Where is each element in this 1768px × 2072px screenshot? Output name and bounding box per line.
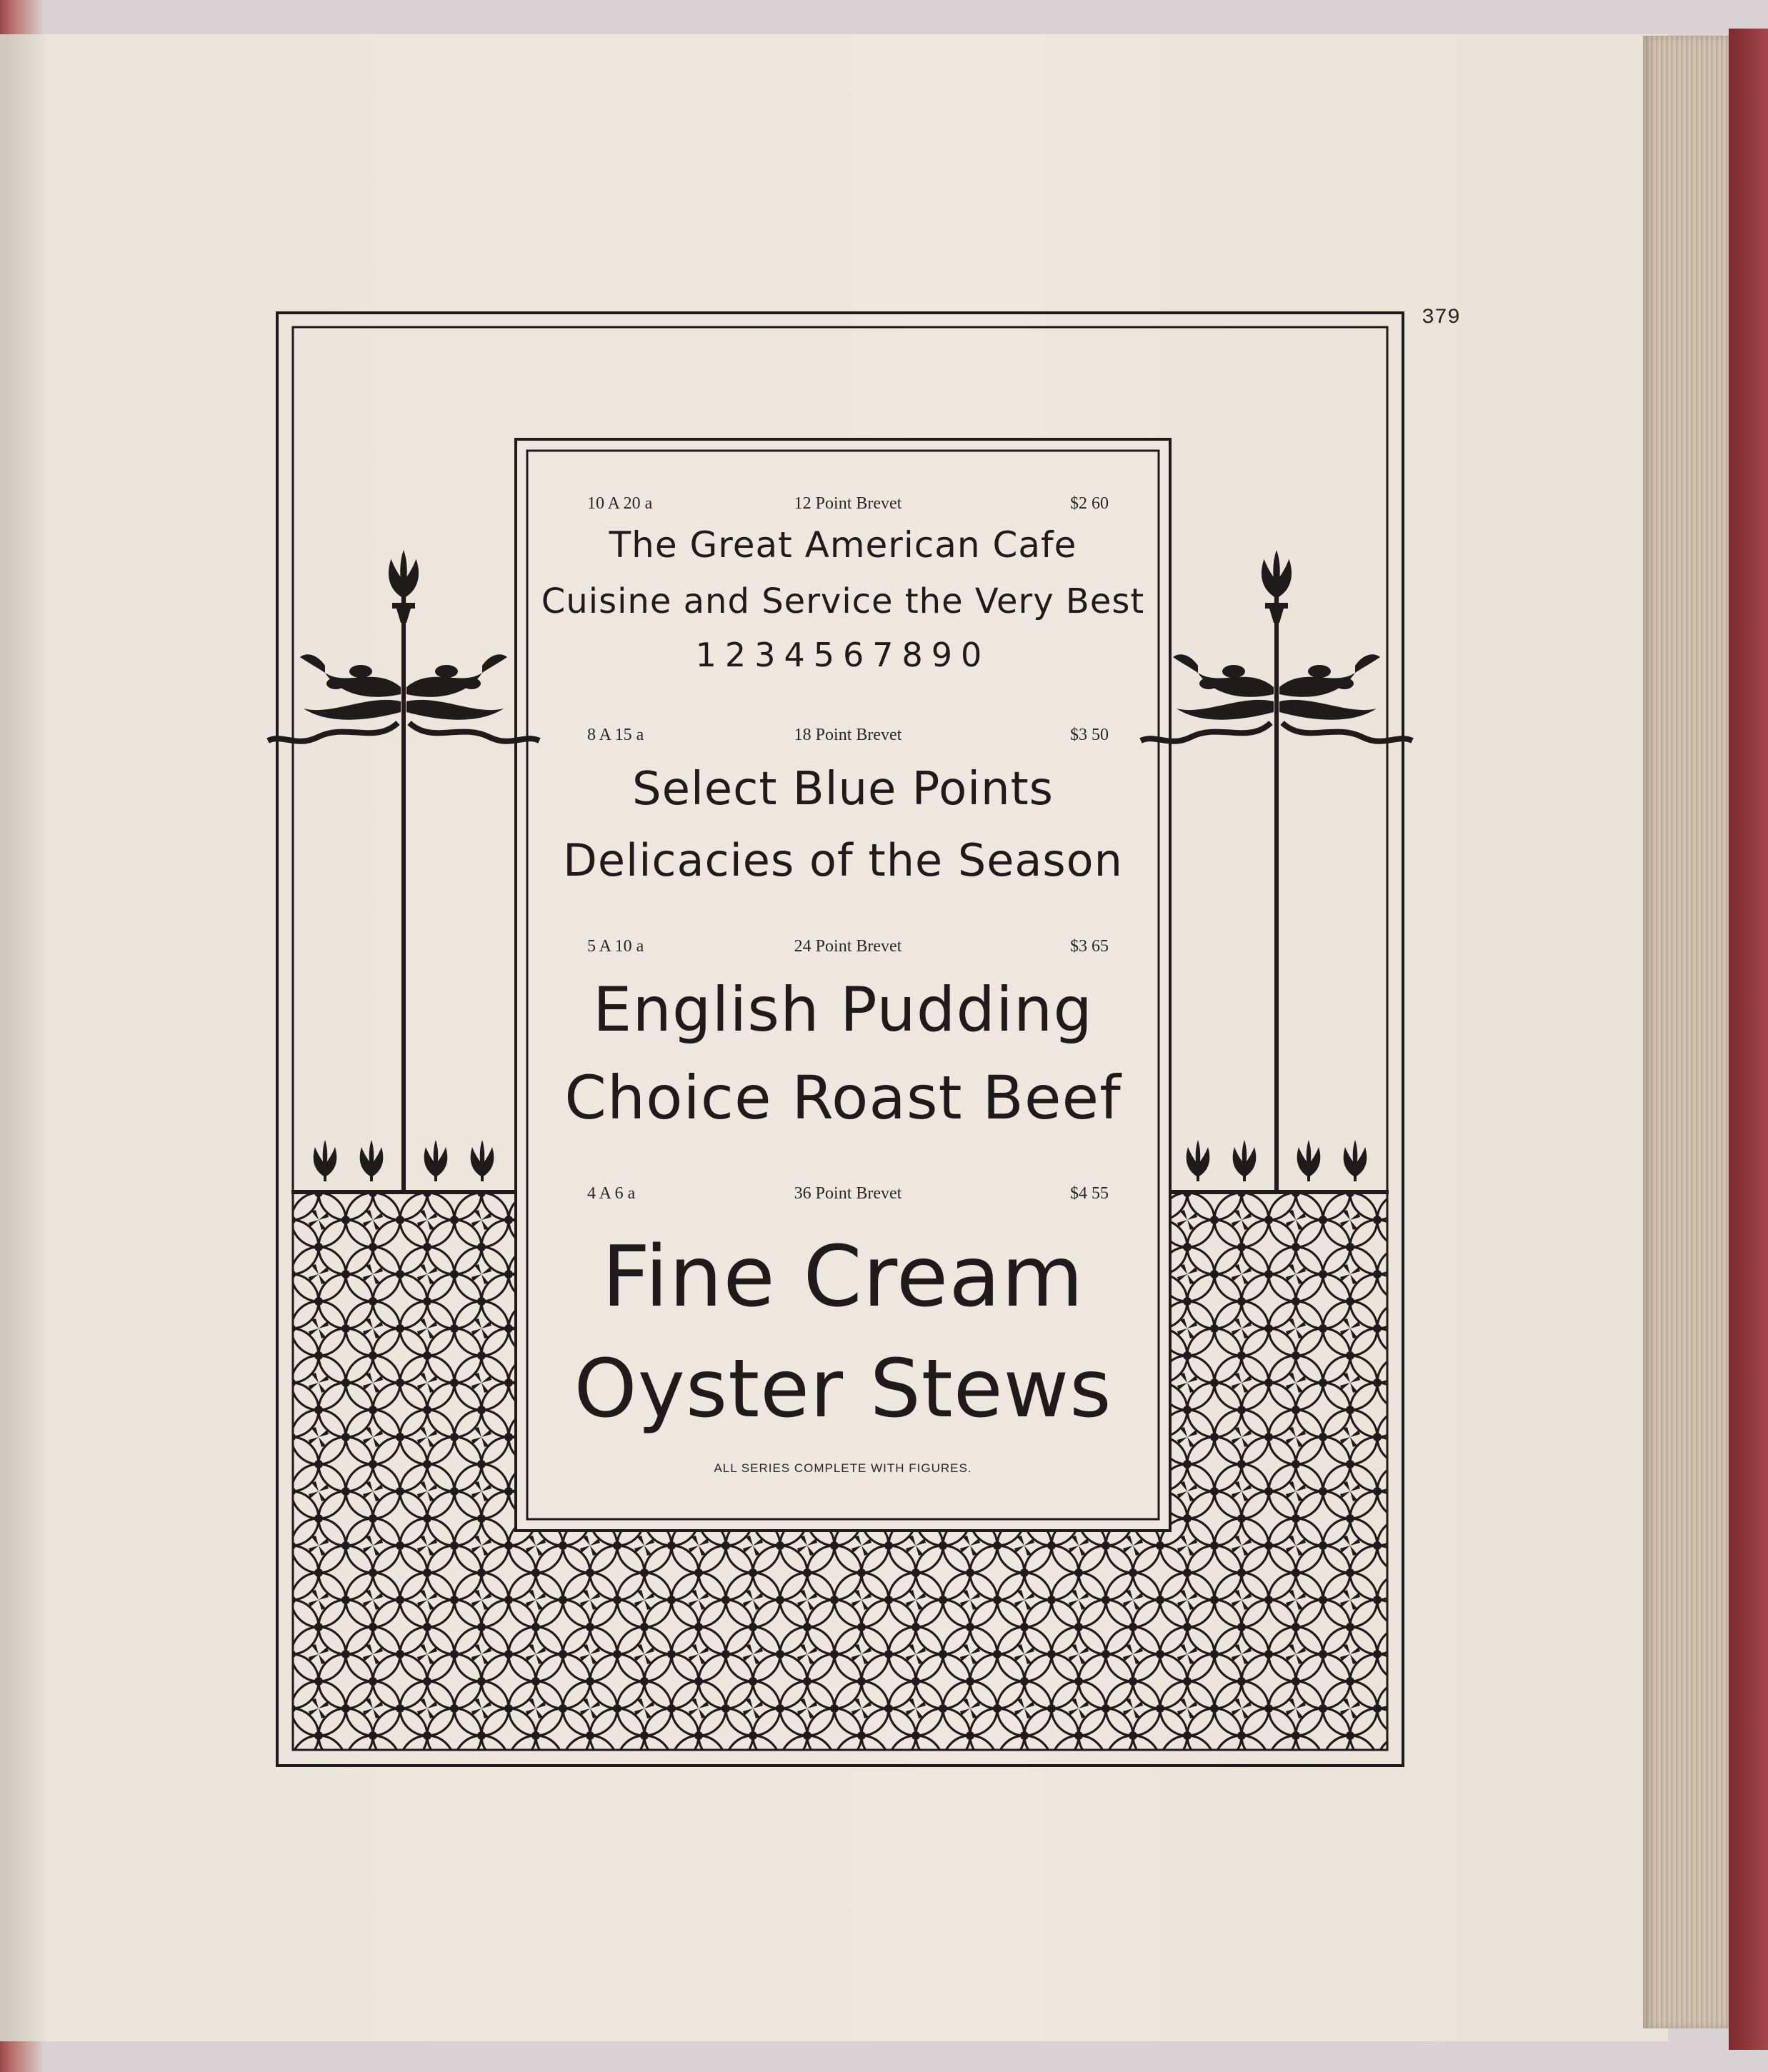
- specimen-header: [587, 937, 1109, 966]
- specimen-line: Cuisine and Service the Very Best: [541, 581, 1145, 621]
- specimen-line: The Great American Cafe: [609, 524, 1077, 566]
- font-quantity: 10 A 20 a: [587, 494, 653, 513]
- font-price: $3 65: [1070, 937, 1109, 956]
- font-price: $3 50: [1070, 726, 1109, 744]
- specimen-header: [587, 494, 1109, 523]
- font-size-label: 24 Point Brevet: [794, 937, 902, 956]
- right-torch-pillar-icon: [1141, 551, 1412, 1194]
- page-number: 379: [1422, 306, 1461, 330]
- font-quantity: 5 A 10 a: [587, 937, 644, 956]
- specimen-line: Select Blue Points: [632, 763, 1054, 816]
- font-size-label: 36 Point Brevet: [794, 1184, 902, 1203]
- font-size-label: 18 Point Brevet: [794, 726, 902, 744]
- type-specimen-panel: [529, 449, 1157, 1511]
- font-price: $4 55: [1070, 1184, 1109, 1203]
- specimen-line: Oyster Stews: [574, 1343, 1112, 1436]
- font-quantity: 8 A 15 a: [587, 726, 644, 744]
- specimen-line: English Pudding: [593, 974, 1093, 1046]
- specimen-line: Delicacies of the Season: [563, 834, 1123, 886]
- specimen-line: Choice Roast Beef: [564, 1063, 1122, 1133]
- left-torch-pillar-icon: [268, 551, 539, 1194]
- footer-note: ALL SERIES COMPLETE WITH FIGURES.: [714, 1461, 972, 1475]
- specimen-header: [587, 726, 1109, 754]
- specimen-figures: 1234567890: [695, 636, 991, 674]
- specimen-header: [587, 1184, 1109, 1213]
- font-quantity: 4 A 6 a: [587, 1184, 636, 1203]
- font-size-label: 12 Point Brevet: [794, 494, 902, 513]
- specimen-line: Fine Cream: [601, 1227, 1084, 1326]
- font-price: $2 60: [1070, 494, 1109, 513]
